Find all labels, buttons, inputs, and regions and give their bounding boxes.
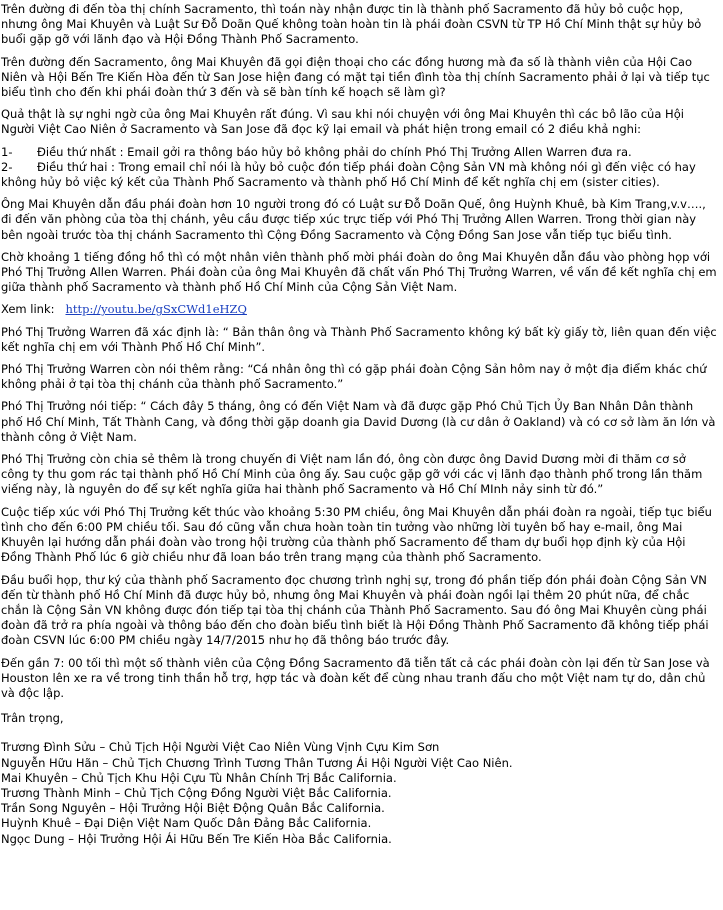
list-text: Điều thứ hai : Trong email chỉ nói là hủy bỏ cuộc đón tiếp phái đoàn Cộng Sản VN mà không nói gì đến việc có hay bbox=[37, 159, 696, 174]
paragraph-farewell: Đến gần 7: 00 tối thì một số thành viên của Cộng Đồng Sacramento đã tiễn tất cả các phái đoàn còn lại đến từ San Jose và Houston lên xe ra về trong tinh thần hỗ trợ, hợp tác và đoàn kết để cùng nhau tranh đấu cho một Việt nam tự do, dân chủ và độc lập. bbox=[1, 655, 710, 700]
list-number: 2- bbox=[1, 159, 13, 174]
signature-line: Trần Song Nguyên – Hội Trưởng Hội Biệt Động Quân Bắc California. bbox=[1, 801, 385, 816]
signature-line: Ngọc Dung – Hội Trưởng Hội Ái Hữu Bến Tre Kiến Hòa Bắc California. bbox=[1, 831, 392, 846]
paragraph-suspicion: Quả thật là sự nghi ngờ của ông Mai Khuyên rất đúng. Vì sau khi nói chuyện với ông Mai Khuyên thì các bô lão của Hội Người Việt Cao Niên ở Sacramento và San Jose đã đọc kỹ lại email và phát hiện trong email có 2 điều khả nghi: bbox=[1, 107, 684, 137]
video-link[interactable]: http://youtu.be/gSxCWd1eHZQ bbox=[65, 302, 247, 317]
signature-line: Trương Thành Minh – Chủ Tịch Cộng Đồng Người Việt Bắc California. bbox=[1, 785, 392, 800]
paragraph-meeting: Chờ khoảng 1 tiếng đồng hồ thì có một nhân viên thành phố mời phái đoàn do ông Mai Khuyên dẫn đầu vào phòng họp với Phó Thị Trưởng Allen Warren. Phái đoàn của ông Mai Khuyên đã chất vấn Phó Thị Trưởng Warren, về vấn đề kết nghĩa chị em giữa thành phố Sacramento và thành phố Hồ Chí Minh của Cộng Sản Việt Nam. bbox=[1, 249, 717, 295]
paragraph-warren-addition: Phó Thị Trưởng Warren còn nói thêm rằng: “Cá nhân ông thì có gặp phái đoàn Cộng Sản hôm nay ở một địa điểm khác chứ không phải ở tại tòa thị chánh của thành phố Sacramento.” bbox=[1, 362, 707, 392]
signature-line: Huỳnh Khuê – Đại Diện Việt Nam Quốc Dân Đảng Bắc California. bbox=[1, 816, 372, 831]
list-text-continuation: không hủy bỏ việc ký kết của Thành Phố Sacramento và thành phố Hồ Chí Minh để kết nghĩa chị em (sister cities). bbox=[1, 175, 660, 190]
paragraph-meeting-end: Cuộc tiếp xúc với Phó Thị Trưởng kết thúc vào khoảng 5:30 PM chiều, ông Mai Khuyên dẫn phái đoàn ra ngoài, tiếp tục biểu tình cho đến 6:00 PM chiều tối. Sau đó cũng vẫn chưa hoàn toàn tin tưởng vào những lời tuyên bố hay e-mail, ông Mai Khuyên lại hướng dẫn phái đoàn vào trong hội trường của thành phố Sacramento để tham dự buổi họp định kỳ của Hội Đồng Thành Phố lúc 6 giờ chiều như đã loan báo trên trang mạng của thành phố Sacramento. bbox=[1, 504, 712, 565]
list-text: Điều thứ nhất : Email gởi ra thông báo hủy bỏ không phải do chính Phó Thị Trưởng Allen Warren đưa ra. bbox=[37, 144, 632, 159]
paragraph-cancellation-news: Trên đường đi đến tòa thị chính Sacramento, thì toán này nhận được tin là thành phố Sacramento đã hủy bỏ cuộc họp, nhưng ông Mai Khuyên và Luật Sư Đỗ Doãn Quế không toàn hoàn tin là phái đoàn CSVN từ TP Hồ Chí Minh thật sự hủy bỏ buổi gặp gỡ với lãnh đạo và Hội Đồng Thành Phố Sacramento. bbox=[1, 2, 702, 47]
suspicion-list bbox=[1, 145, 717, 191]
paragraph-warren-sharing: Phó Thị Trưởng còn chia sẻ thêm là trong chuyến đi Việt nam lần đó, ông còn được ông David Dương mời đi thăm cơ sở công ty thu gom rác tại thành phố Hồ Chí Minh của ông ấy. Sau cuộc gặp gỡ với các vị lãnh đạo thành phố trong lần thăm viếng này, là nguyên do để sự kết nghĩa giữa hai thành phố Sacramento và Hồ Chí MInh nảy sinh từ đó.” bbox=[1, 452, 703, 497]
closing-salutation: Trân trọng, bbox=[1, 711, 64, 726]
signature-line: Trương Đình Sửu – Chủ Tịch Hội Người Việt Cao Niên Vùng Vịnh Cựu Kim Sơn bbox=[1, 740, 440, 755]
signature-list bbox=[1, 740, 717, 846]
paragraph-phone-call: Trên đường đến Sacramento, ông Mai Khuyên đã gọi điện thoại cho các đồng hương mà đa số là thành viên của Hội Cao Niên và Hội Bến Tre Kiến Hòa đến từ San Jose hiện đang có mặt tại tiền đình tòa thị chính Sacramento phải ở lại và tiếp tục biểu tình cho đến khi phái đoàn thứ 3 đến và sẽ bàn tính kế hoạch sẽ làm gì? bbox=[1, 54, 710, 100]
paragraph-warren-vietnam-trip: Phó Thị Trưởng nói tiếp: “ Cách đây 5 tháng, ông có đến Việt Nam và đã được gặp Phó Chủ Tịch Ủy Ban Nhân Dân thành phố Hồ Chí Minh, Tất Thành Cang, và đồng thời gặp doanh gia David Dương (là cư dân ở Oakland) và có cơ sở làm ăn lớn và thành công ở Việt Nam. bbox=[1, 399, 716, 444]
video-link-line bbox=[1, 302, 717, 317]
signature-line: Mai Khuyên – Chủ Tịch Khu Hội Cựu Tù Nhân Chính Trị Bắc California. bbox=[1, 770, 397, 785]
list-number: 1- bbox=[1, 144, 13, 159]
paragraph-council-meeting: Đầu buổi họp, thư ký của thành phố Sacramento đọc chương trình nghị sự, trong đó phần tiếp đón phái đoàn Cộng Sản VN đến từ thành phố Hồ Chí Minh đã được hủy bỏ, nhưng ông Mai Khuyên và phái đoàn ngồi lại thêm 20 phút nữa, để chắc chắn là Cộng Sản VN không được đón tiếp tại tòa thị chánh của Thành Phố Sacramento. Sau đó ông Mai Khuyên cùng phái đoàn đã trở ra phía ngoài và thông báo đến cho đoàn biểu tình biết là Hội Đồng Thành Phố Sacramento đã không tiếp phái đoàn CSVN lúc 6:00 PM chiều ngày 14/7/2015 như họ đã thông báo trước đây. bbox=[1, 572, 709, 648]
list-item bbox=[1, 160, 717, 175]
list-item bbox=[1, 145, 717, 160]
video-link-label: Xem link: bbox=[1, 302, 55, 317]
paragraph-delegation: Ông Mai Khuyên dẫn đầu phái đoàn hơn 10 người trong đó có Luật sư Đỗ Doãn Quế, ông Huỳnh Khuê, bà Kim Trang,v.v…., đi đến văn phòng của tòa thị chánh, yêu cầu được tiếp xúc trực tiếp với Phó Thị Trưởng Allen Warren. Trong thời gian này bên ngoài trước tòa thị chánh Sacramento thì Cộng Đồng Sacramento và Cộng Đồng San Jose vẫn tiếp tục biểu tình. bbox=[1, 197, 706, 242]
paragraph-warren-statement: Phó Thị Trưởng Warren đã xác định là: “ Bản thân ông và Thành Phố Sacramento không ký bất kỳ giấy tờ, liên quan đến việc kết nghĩa chị em với Thành Phố Hồ Chí Minh”. bbox=[1, 324, 717, 354]
signature-line: Nguyễn Hữu Hãn – Chủ Tịch Chương Trình Tương Thân Tương Ái Hội Người Việt Cao Niên. bbox=[1, 755, 513, 770]
